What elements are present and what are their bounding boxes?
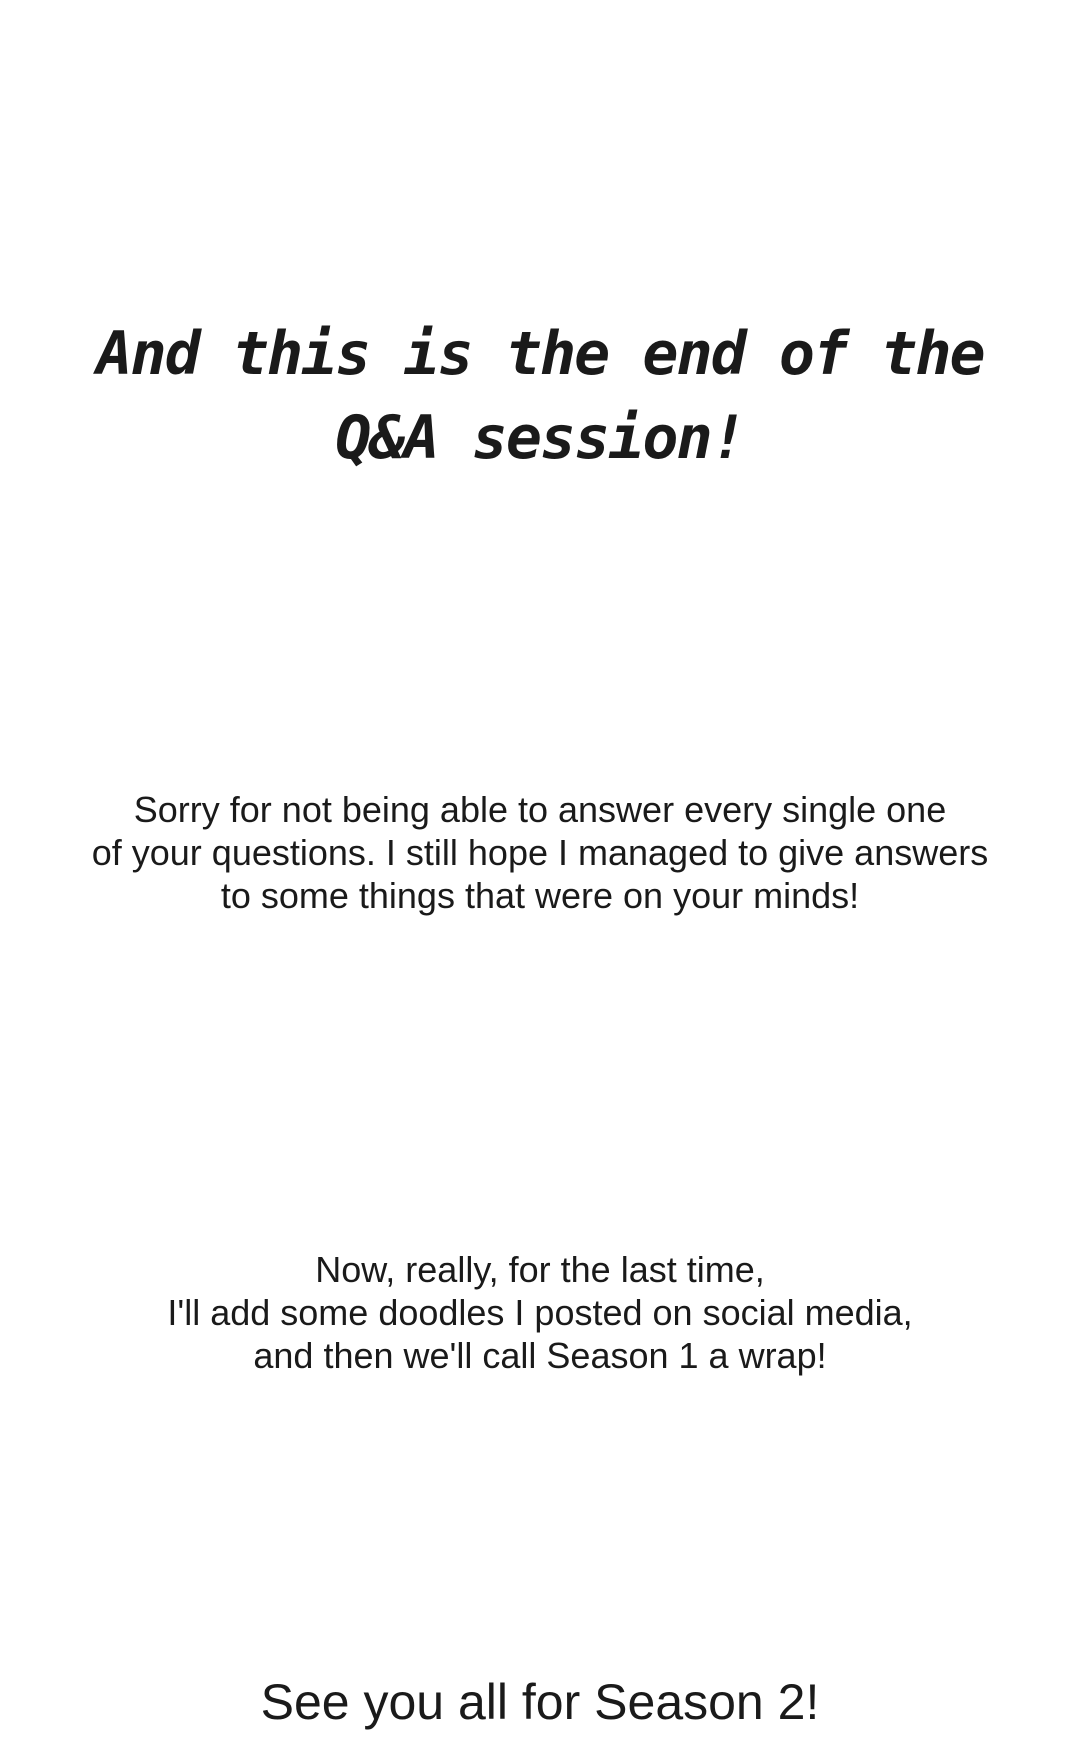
closing-note-line: and then we'll call Season 1 a wrap! — [253, 1335, 827, 1376]
apology-paragraph — [0, 788, 1080, 917]
closing-note-line: I'll add some doodles I posted on social media, — [167, 1292, 913, 1333]
closing-note-line: Now, really, for the last time, — [315, 1249, 765, 1290]
headline-line: Q&A session! — [335, 403, 745, 473]
apology-line: of your questions. I still hope I managed to give answers — [91, 832, 989, 873]
headline — [0, 312, 1080, 480]
closing-note-paragraph — [0, 1248, 1080, 1377]
farewell-message: See you all for Season 2! — [260, 1674, 820, 1730]
apology-line: to some things that were on your minds! — [220, 875, 860, 916]
headline-line: And this is the end of the — [96, 319, 984, 389]
apology-line: Sorry for not being able to answer every single one — [133, 789, 947, 830]
